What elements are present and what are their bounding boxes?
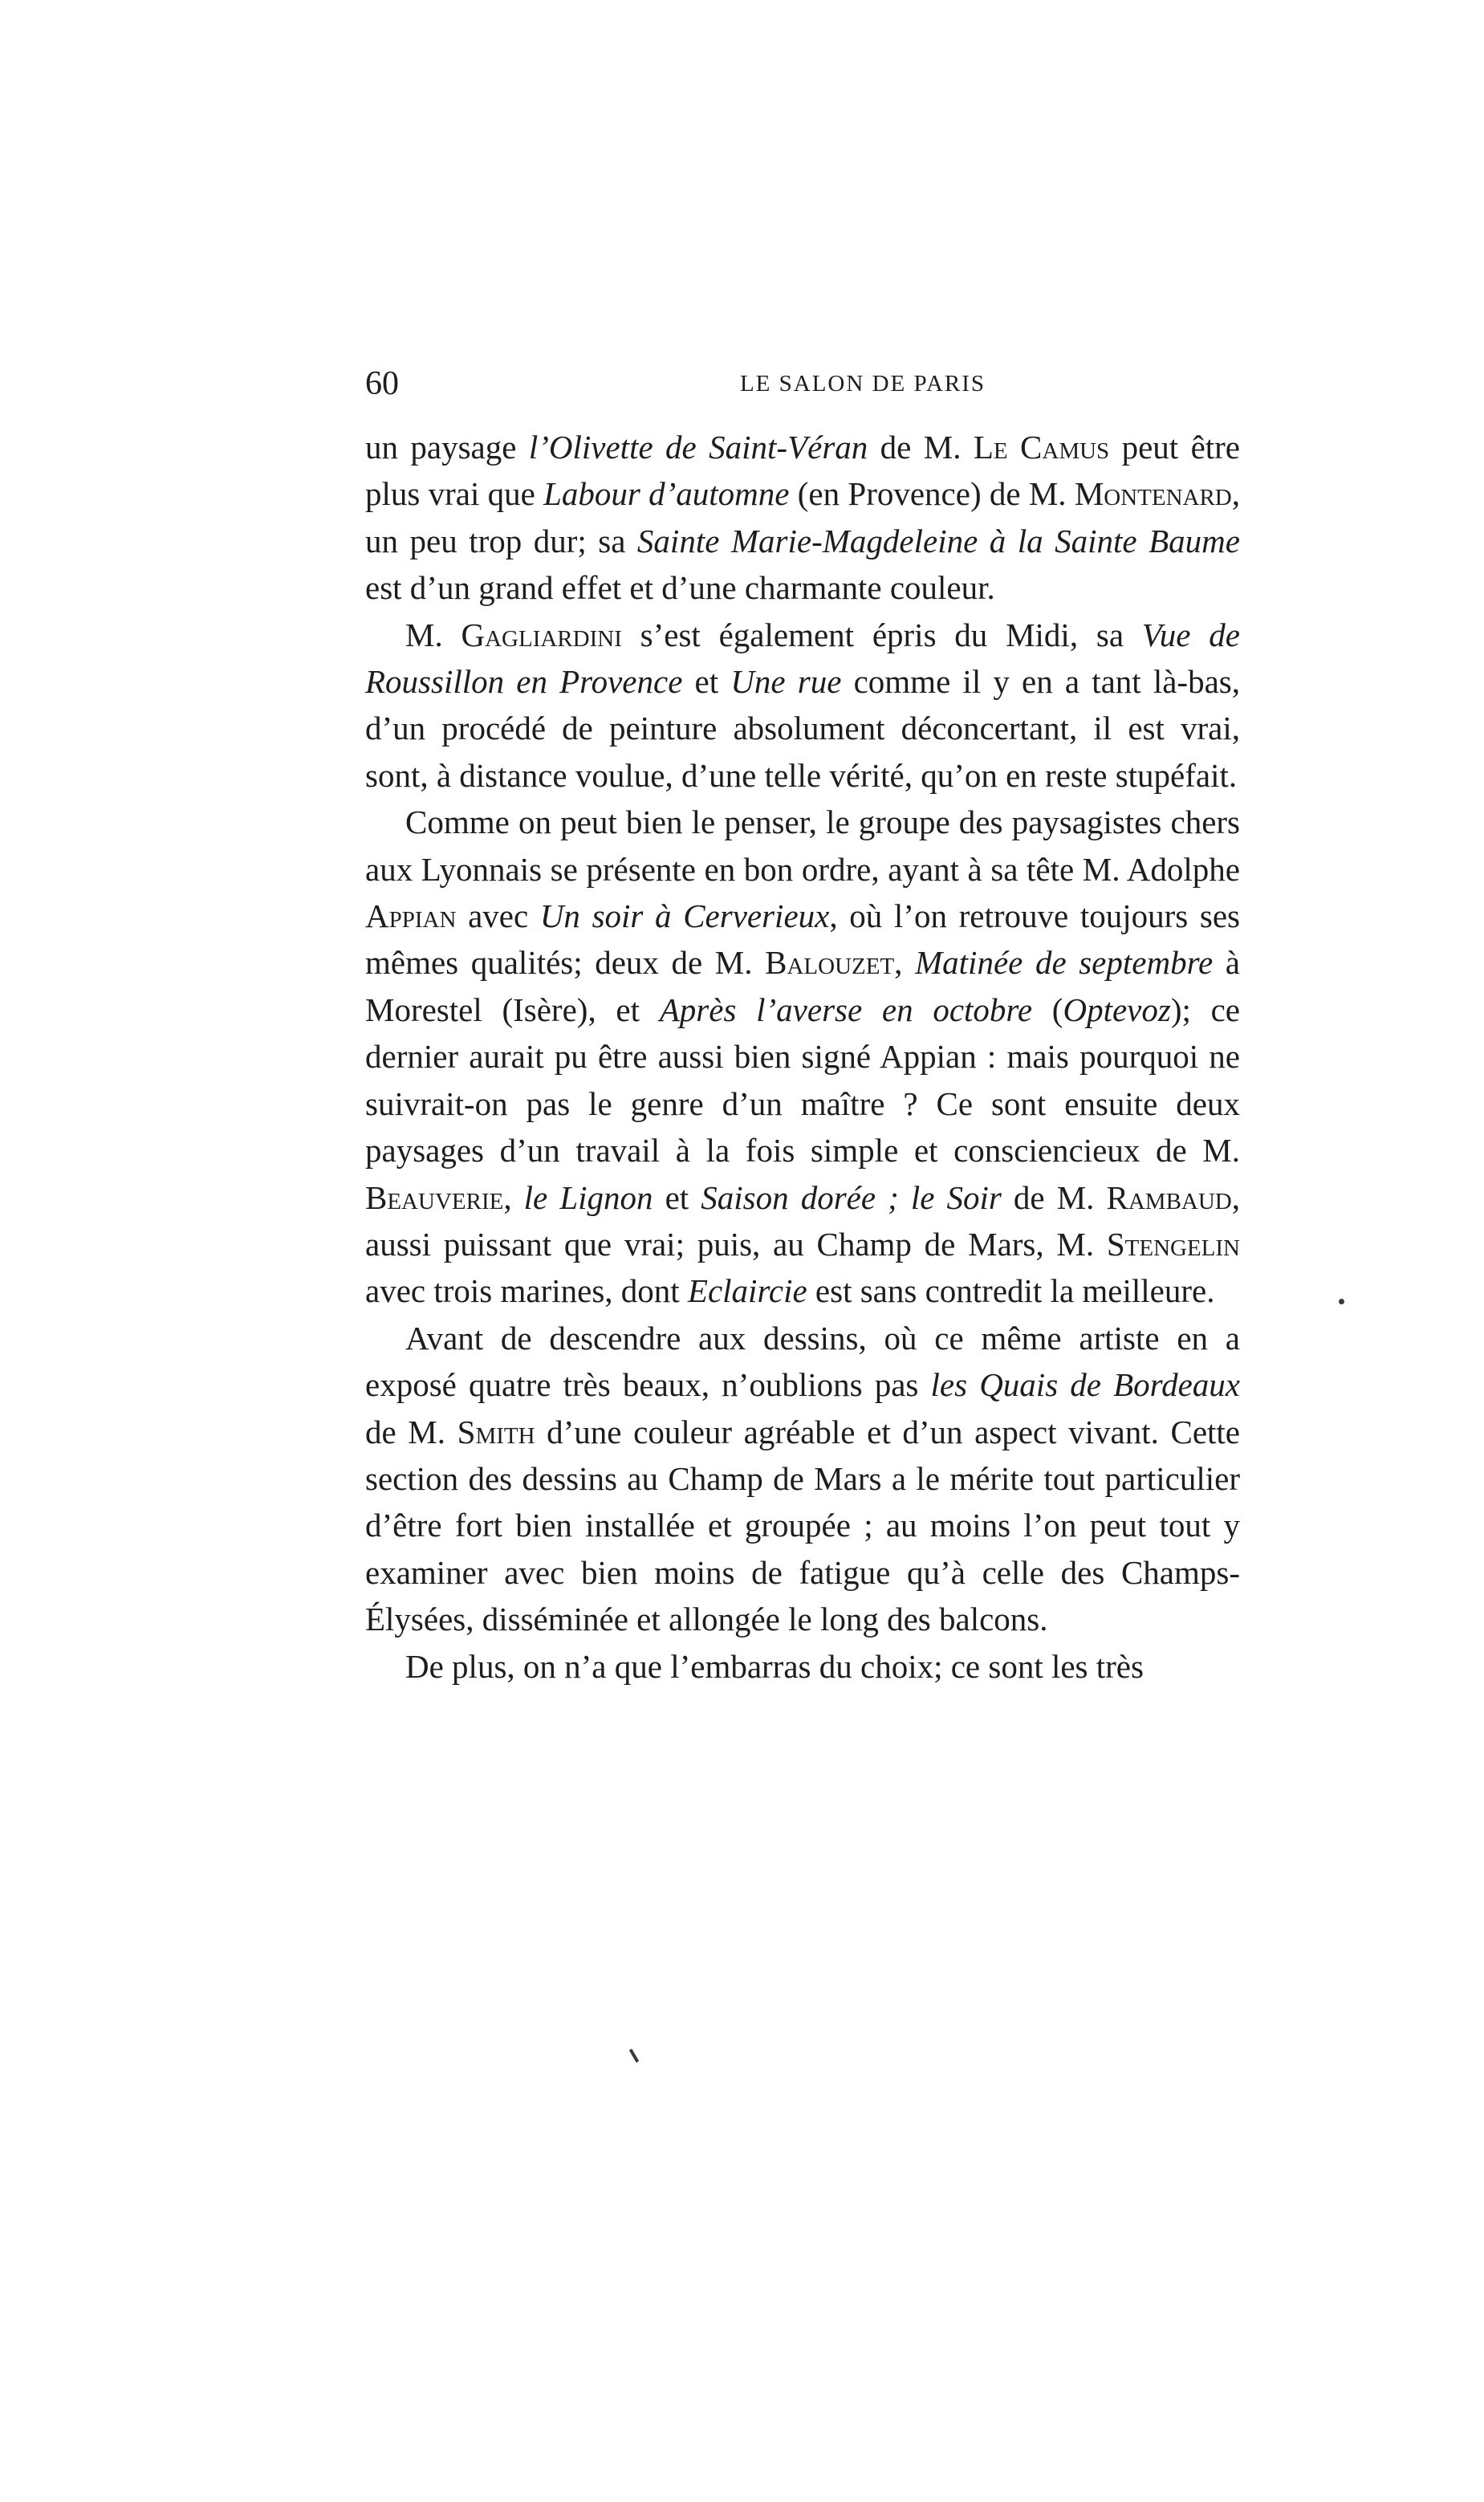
text-run: , un peu trop dur; sa [365, 475, 1241, 559]
text-run: (en Provence) de M. [789, 475, 1075, 513]
text-run: d’une couleur agréable et d’un aspect vivant. Cette section des dessins au Champ de Mars a le mérite tout particulier d’être fort bien installée et groupée ; au moins l’on peut tout y examiner avec bien moins de fatigue qu’à celle des Champs-Élysées, disséminée et allongée le long des balcons. [365, 1413, 1240, 1638]
text-run: un paysage [365, 429, 529, 466]
text-run: de M. [868, 429, 974, 466]
text-run: s’est également épris du Midi, sa [621, 616, 1142, 653]
text-run: est sans contredit la meilleure. [807, 1272, 1215, 1310]
text-run: de M. [1001, 1178, 1107, 1216]
italic-title-text: Sainte Marie-Magdeleine à la Sainte Baume [636, 522, 1240, 559]
artist-name: Balouzet [765, 944, 895, 982]
artist-name: Beauverie [365, 1178, 504, 1216]
running-header [365, 360, 1248, 408]
stray-ink-mark [629, 2048, 639, 2063]
text-run: avec [456, 897, 540, 935]
body-text [365, 424, 1240, 1690]
paragraph [365, 612, 1240, 799]
running-head-title: LE SALON DE PARIS [739, 371, 986, 397]
artist-name: Le Camus [973, 429, 1110, 466]
text-run: de M. [365, 1413, 457, 1450]
text-run: peut être plus vrai que [365, 429, 1241, 513]
italic-title-text: Optevoz [1063, 991, 1171, 1028]
paragraph [365, 1643, 1240, 1690]
artist-name: Montenard [1074, 475, 1232, 513]
italic-title-text: Eclaircie [687, 1272, 807, 1310]
text-run: De plus, on n’a que l’embarras du choix; ce sont les très [405, 1647, 1144, 1685]
artist-name: Stengelin [1106, 1225, 1240, 1263]
italic-title-text: Vue de Roussillon en Provence [365, 616, 1240, 701]
paragraph [365, 424, 1240, 612]
artist-name: Appian [365, 897, 457, 935]
text-run: et [653, 1178, 701, 1216]
italic-title-text: Un soir à Cerverieux [539, 897, 830, 935]
text-run: comme il y en a tant là-bas, d’un procédé de peinture absolument déconcertant, il est vrai, sont, à distance voulue, d’une telle vérité, qu’on en reste stupéfait. [365, 663, 1240, 794]
italic-title-text: l’Olivette de Saint-Véran [528, 429, 868, 466]
text-run: , [894, 944, 916, 982]
text-run: ( [1032, 991, 1063, 1028]
margin-ink-speck [1339, 1299, 1344, 1304]
page-number: 60 [365, 365, 399, 402]
artist-name: Smith [457, 1413, 535, 1450]
italic-title-text: Matinée de septembre [915, 944, 1214, 982]
text-run: Comme on peut bien le penser, le groupe des paysagistes chers aux Lyonnais se présente en bon ordre, ayant à sa tête M. Adolphe [365, 803, 1240, 888]
artist-name: Rambaud [1106, 1178, 1232, 1216]
text-run: M. [405, 616, 461, 653]
text-run: est d’un grand effet et d’une charmante couleur. [365, 569, 995, 607]
text-run: et [682, 663, 731, 701]
text-run: , où l’on retrouve toujours ses mêmes qualités; deux de M. [365, 897, 1240, 982]
italic-title-text: Saison dorée ; le Soir [701, 1178, 1002, 1216]
italic-title-text: Après l’averse en octobre [659, 991, 1033, 1028]
text-run: Avant de descendre aux dessins, où ce même artiste en a exposé quatre très beaux, n’oublions pas [365, 1319, 1240, 1404]
italic-title-text: les Quais de Bordeaux [930, 1366, 1240, 1404]
text-run: , aussi puissant que vrai; puis, au Champ de Mars, M. [365, 1178, 1240, 1263]
artist-name: Gagliardini [461, 616, 622, 653]
paragraph [365, 799, 1240, 1314]
text-run: avec trois marines, dont [365, 1272, 688, 1310]
italic-title-text: Une rue [730, 663, 842, 701]
text-run: , [503, 1178, 524, 1216]
paragraph [365, 1315, 1240, 1643]
text-run: ); ce dernier aurait pu être aussi bien signé Appian : mais pourquoi ne suivrait-on pas le genre d’un maître ? Ce sont ensuite deux paysages d’un travail à la fois simple et consciencieux de M. [365, 991, 1241, 1170]
italic-title-text: le Lignon [523, 1178, 653, 1216]
italic-title-text: Labour d’automne [543, 475, 790, 513]
text-run: à Morestel (Isère), et [365, 944, 1241, 1028]
